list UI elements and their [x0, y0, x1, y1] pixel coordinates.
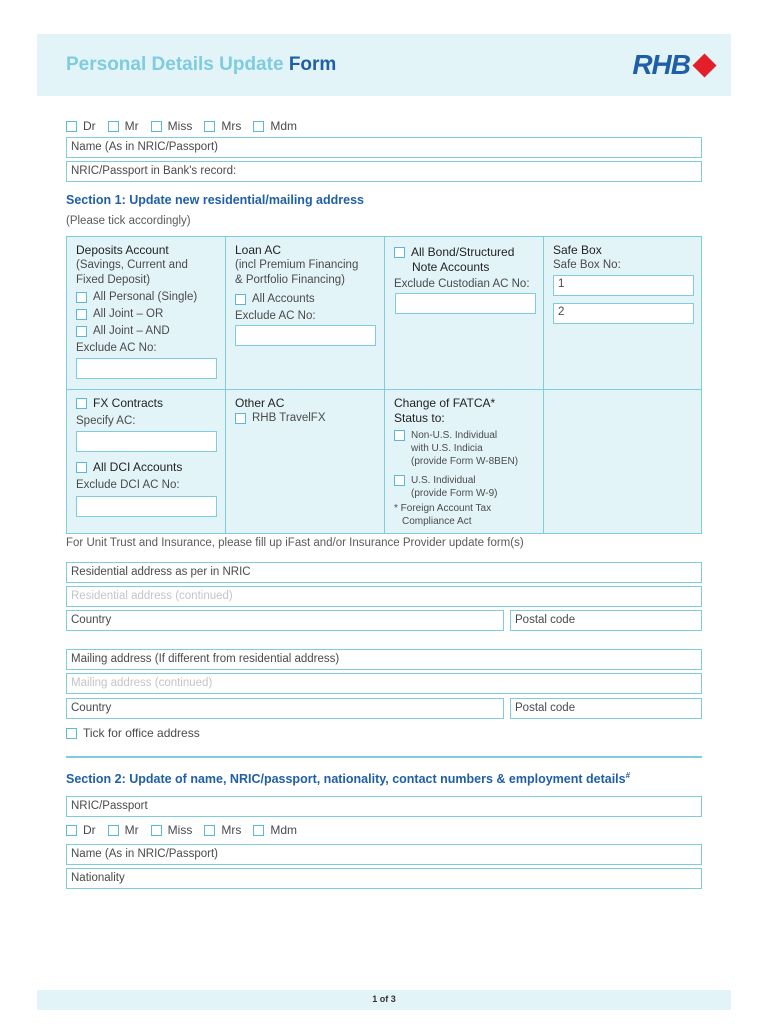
- label-loan-all-accounts: All Accounts: [252, 293, 315, 305]
- fx-specify-input[interactable]: [76, 431, 217, 452]
- title-part1: Personal Details Update: [66, 54, 284, 75]
- safebox-heading: Safe Box: [553, 243, 602, 257]
- safebox-label: Safe Box No:: [553, 259, 621, 271]
- loan-sub2: & Portfolio Financing): [235, 274, 345, 286]
- other-ac-heading: Other AC: [235, 396, 285, 410]
- label-all-joint-or: All Joint – OR: [93, 308, 164, 320]
- checkbox-dr[interactable]: [66, 121, 77, 132]
- label-all-joint-and: All Joint – AND: [93, 325, 170, 337]
- page-number: 1 of 3: [372, 994, 396, 1004]
- checkbox-miss[interactable]: [151, 121, 162, 132]
- section2-salutation-options: [66, 823, 309, 837]
- loan-exclude-label: Exclude AC No:: [235, 310, 316, 322]
- deposits-sub1: (Savings, Current and: [76, 259, 188, 271]
- label-office-address: Tick for office address: [83, 726, 200, 740]
- salutation-options: [66, 119, 309, 133]
- checkbox-mr[interactable]: [108, 121, 119, 132]
- checkbox-fx-contracts[interactable]: [76, 398, 87, 409]
- checkbox-us-individual[interactable]: [394, 475, 405, 486]
- bond-heading2: Note Accounts: [412, 260, 490, 274]
- name-field[interactable]: Name (As in NRIC/Passport): [66, 137, 702, 158]
- section1-note: (Please tick accordingly): [66, 215, 191, 227]
- checkbox-loan-all-accounts[interactable]: [235, 294, 246, 305]
- s2-checkbox-dr[interactable]: [66, 825, 77, 836]
- fx-specify-label: Specify AC:: [76, 415, 136, 427]
- red-diamond-icon: [692, 53, 716, 77]
- section2-title-sup: #: [625, 771, 631, 780]
- section-divider: [66, 756, 702, 758]
- section2-nationality-field[interactable]: Nationality: [66, 868, 702, 889]
- safebox-cell: [553, 243, 698, 273]
- form-header: [37, 34, 731, 96]
- dci-exclude-label: Exclude DCI AC No:: [76, 479, 180, 491]
- fatca-cell: [394, 396, 539, 528]
- s2-checkbox-mrs[interactable]: [204, 825, 215, 836]
- deposits-heading: Deposits Account: [76, 243, 169, 257]
- label-dr: Dr: [83, 119, 96, 133]
- dci-cell: [76, 460, 221, 493]
- page-footer: [37, 990, 731, 1010]
- nric-record-field[interactable]: NRIC/Passport in Bank's record:: [66, 161, 702, 182]
- label-all-personal: All Personal (Single): [93, 291, 198, 303]
- residential-country-field[interactable]: Country: [66, 610, 504, 631]
- mailing-country-field[interactable]: Country: [66, 698, 504, 719]
- fatca-opt1-line1: Non-U.S. Individual: [411, 430, 498, 441]
- checkbox-mrs[interactable]: [204, 121, 215, 132]
- residential-address-line1[interactable]: Residential address as per in NRIC: [66, 562, 702, 583]
- fatca-heading1: Change of FATCA*: [394, 396, 496, 410]
- s2-label-dr: Dr: [83, 823, 96, 837]
- checkbox-all-joint-and[interactable]: [76, 326, 87, 337]
- bond-cell: [394, 245, 539, 292]
- fatca-opt1-line3: (provide Form W-8BEN): [411, 456, 519, 467]
- fx-heading: FX Contracts: [93, 396, 164, 410]
- checkbox-all-dci[interactable]: [76, 462, 87, 473]
- section2-name-field[interactable]: Name (As in NRIC/Passport): [66, 844, 702, 865]
- residential-postal-field[interactable]: Postal code: [510, 610, 702, 631]
- mailing-postal-field[interactable]: Postal code: [510, 698, 702, 719]
- section1-title: Section 1: Update new residential/mailing address: [66, 193, 364, 207]
- dci-exclude-input[interactable]: [76, 496, 217, 517]
- checkbox-mdm[interactable]: [253, 121, 264, 132]
- fatca-footnote1: * Foreign Account Tax: [394, 503, 492, 514]
- s2-checkbox-mr[interactable]: [108, 825, 119, 836]
- safebox-input-1[interactable]: 1: [553, 275, 694, 296]
- label-mr: Mr: [124, 119, 139, 133]
- s2-label-miss: Miss: [167, 823, 193, 837]
- checkbox-non-us-individual[interactable]: [394, 430, 405, 441]
- checkbox-all-joint-or[interactable]: [76, 309, 87, 320]
- bond-exclude-label: Exclude Custodian AC No:: [394, 278, 530, 290]
- deposits-sub2: Fixed Deposit): [76, 274, 151, 286]
- s2-checkbox-miss[interactable]: [151, 825, 162, 836]
- bond-heading1: All Bond/Structured: [411, 245, 515, 259]
- mailing-address-line2[interactable]: Mailing address (continued): [66, 673, 702, 694]
- other-ac-cell: [235, 396, 380, 426]
- dci-heading: All DCI Accounts: [93, 460, 183, 474]
- loan-exclude-input[interactable]: [235, 325, 376, 346]
- fx-cell: [76, 396, 221, 429]
- fatca-opt2-line2: (provide Form W-9): [411, 488, 498, 499]
- logo-text: RHB: [632, 49, 690, 80]
- loan-cell: [235, 243, 380, 324]
- label-mdm: Mdm: [270, 119, 298, 133]
- section2-nric-field[interactable]: NRIC/Passport: [66, 796, 702, 817]
- checkbox-rhb-travelfx[interactable]: [235, 413, 246, 424]
- mailing-address-line1[interactable]: Mailing address (If different from residential address): [66, 649, 702, 670]
- s2-checkbox-mdm[interactable]: [253, 825, 264, 836]
- s2-label-mr: Mr: [124, 823, 139, 837]
- fatca-opt2-line1: U.S. Individual: [411, 475, 476, 486]
- fatca-heading2: Status to:: [394, 411, 445, 425]
- checkbox-all-personal[interactable]: [76, 292, 87, 303]
- office-address-option: [66, 726, 212, 740]
- account-selection-grid: [66, 236, 702, 534]
- checkbox-all-bond[interactable]: [394, 247, 405, 258]
- residential-address-line2[interactable]: Residential address (continued): [66, 586, 702, 607]
- page-title: [66, 54, 336, 76]
- loan-heading: Loan AC: [235, 243, 282, 257]
- fatca-footnote2: Compliance Act: [402, 516, 472, 527]
- checkbox-office-address[interactable]: [66, 728, 77, 739]
- deposits-exclude-input[interactable]: [76, 358, 217, 379]
- unit-trust-note: For Unit Trust and Insurance, please fill up iFast and/or Insurance Provider update form(s): [66, 537, 524, 549]
- safebox-input-2[interactable]: 2: [553, 303, 694, 324]
- deposits-cell: [76, 243, 221, 356]
- bond-exclude-input[interactable]: [395, 293, 536, 314]
- deposits-exclude-label: Exclude AC No:: [76, 342, 157, 354]
- title-part2: Form: [288, 54, 337, 75]
- label-miss: Miss: [167, 119, 193, 133]
- s2-label-mrs: Mrs: [221, 823, 242, 837]
- fatca-opt1-line2: with U.S. Indicia: [411, 443, 483, 454]
- rhb-logo: [632, 51, 713, 79]
- section2-title-text: Section 2: Update of name, NRIC/passport, nationality, contact numbers & employment details: [66, 772, 626, 787]
- label-mrs: Mrs: [221, 119, 242, 133]
- section2-title: [66, 771, 630, 786]
- loan-sub1: (incl Premium Financing: [235, 259, 359, 271]
- s2-label-mdm: Mdm: [270, 823, 298, 837]
- label-rhb-travelfx: RHB TravelFX: [252, 412, 326, 424]
